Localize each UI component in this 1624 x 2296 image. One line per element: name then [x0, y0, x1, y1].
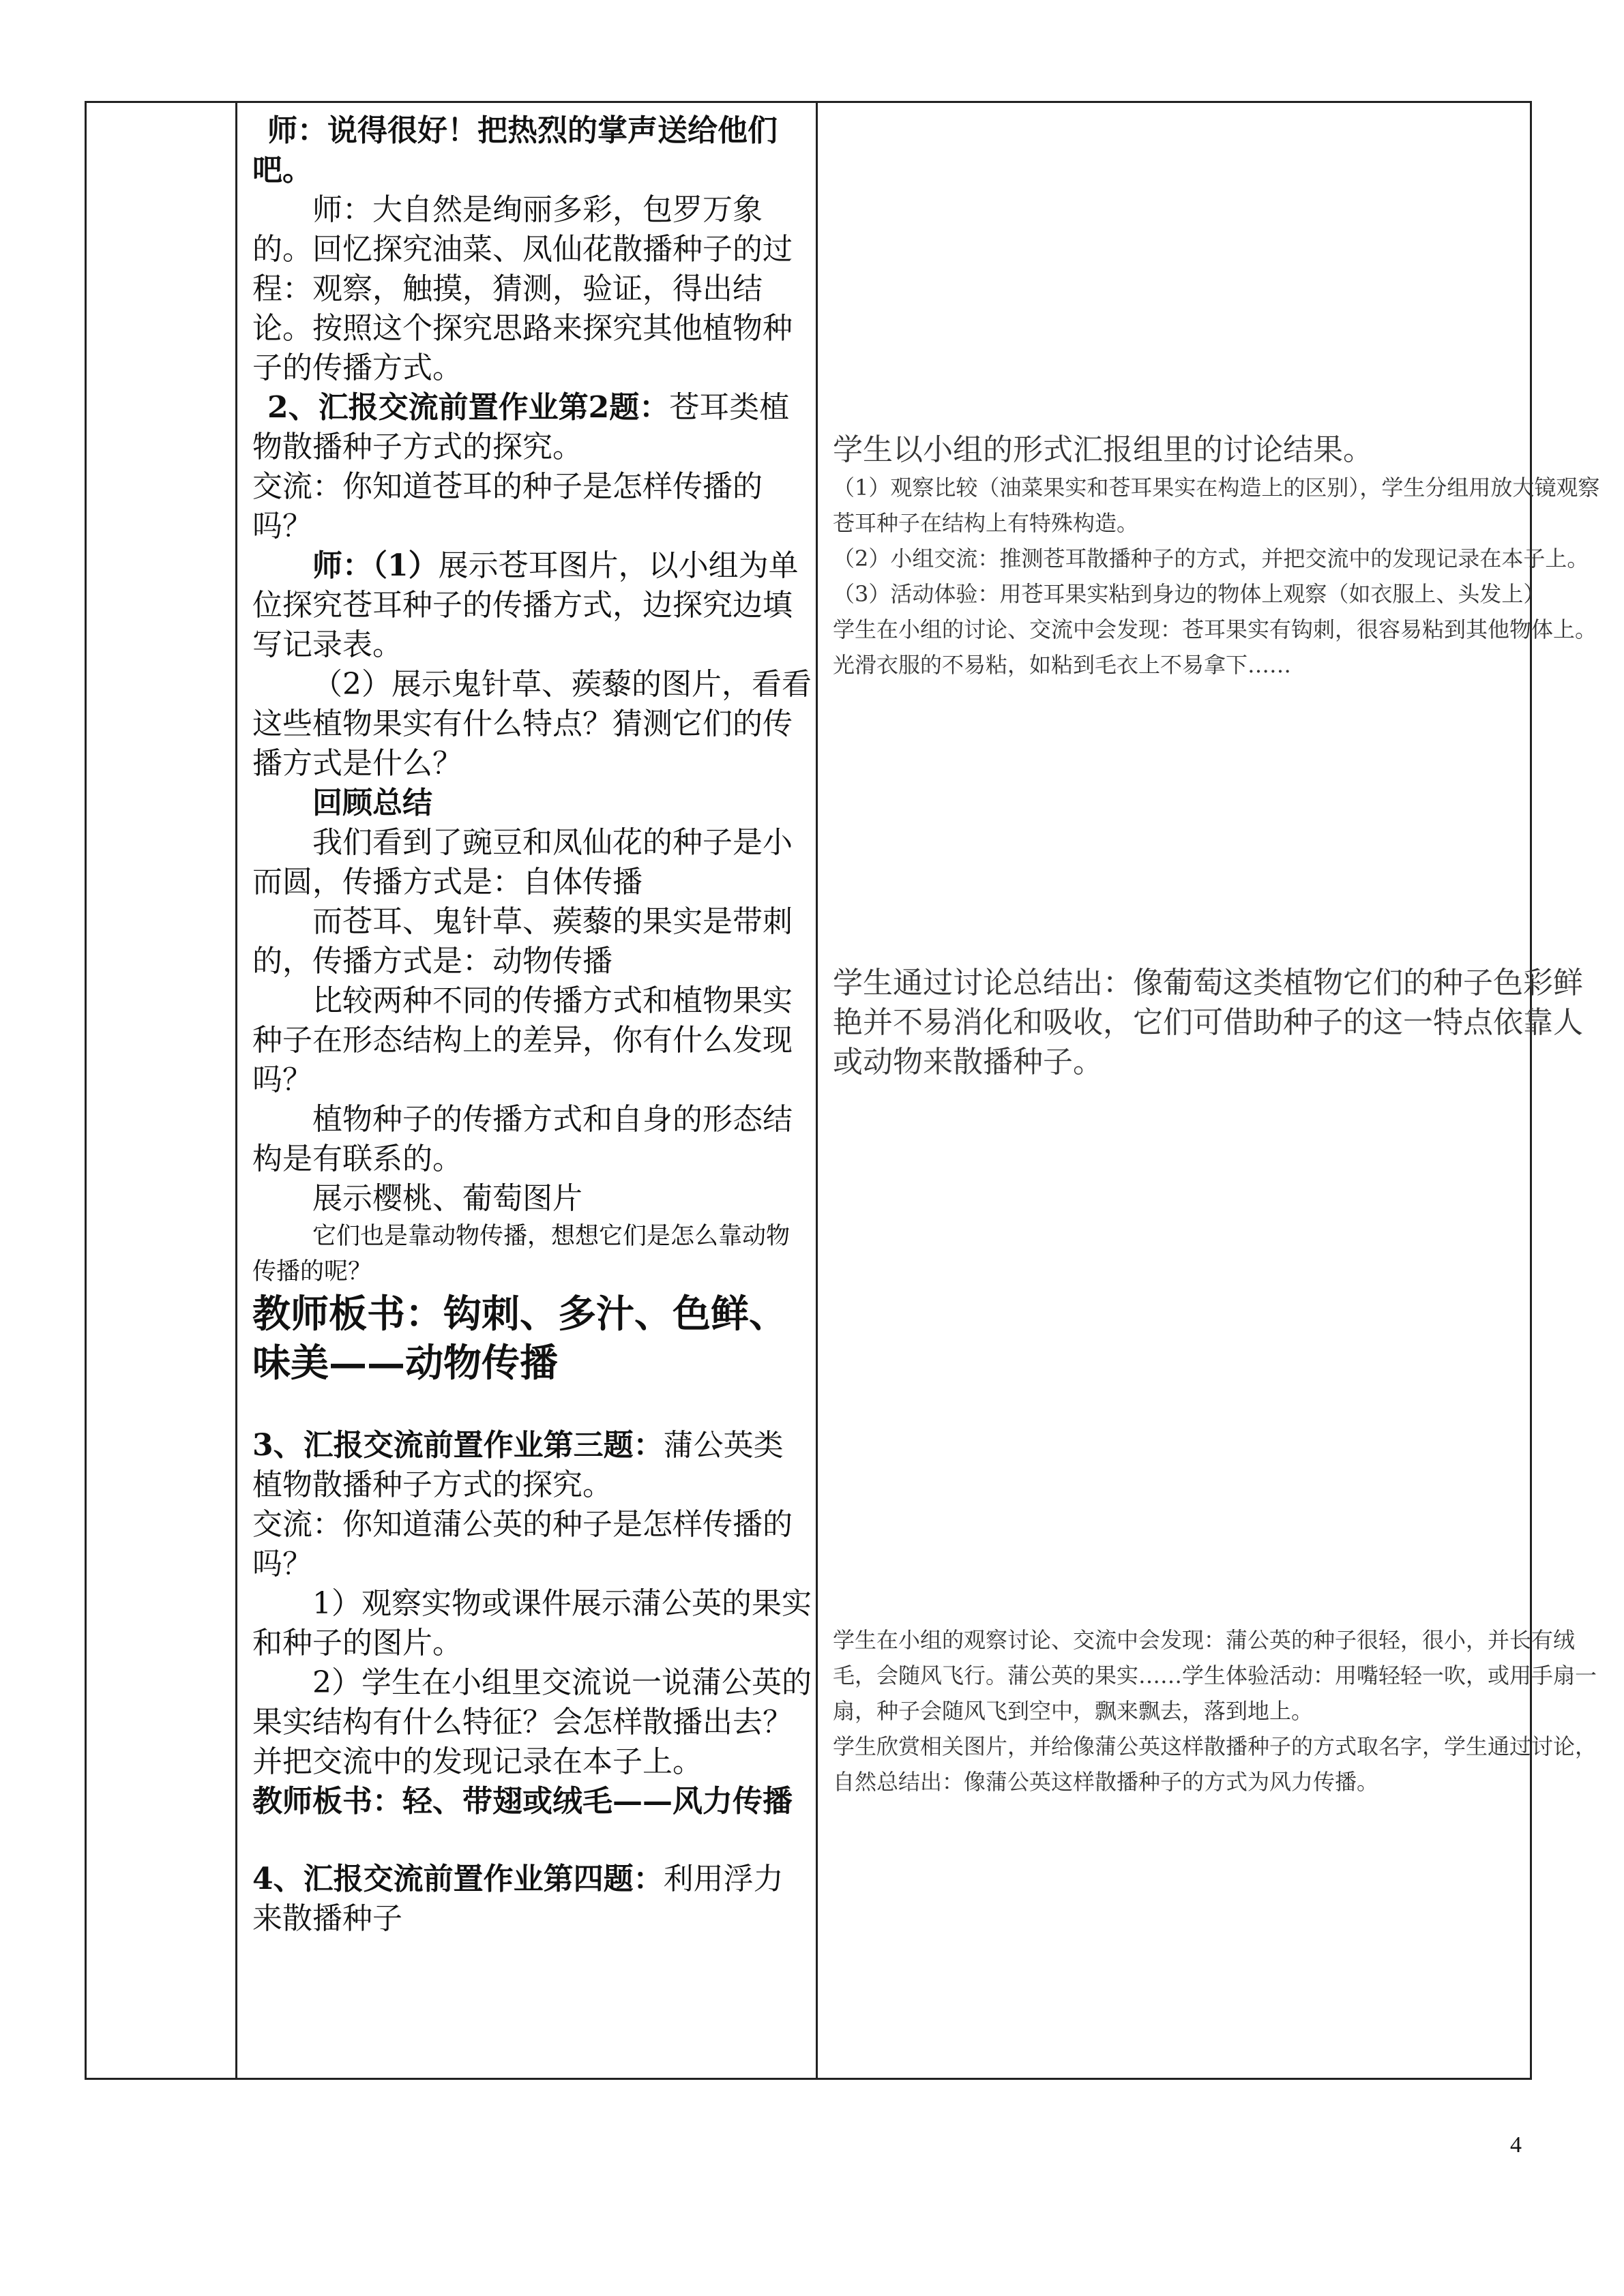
board-writing-animal: 教师板书：钩刺、多汁、色鲜、味美——动物传播 — [252, 1292, 787, 1386]
blank-column — [87, 103, 235, 2078]
review-summary-heading: 回顾总结 — [312, 786, 432, 820]
structure-conclusion: 植物种子的传播方式和自身的形态结构是有联系的。 — [252, 1102, 793, 1176]
dandelion-finding: 学生在小组的观察讨论、交流中会发现：蒲公英的种子很轻，很小，并长有绒毛，会随风飞行。蒲公英的果实……学生体验活动：用嘴轻轻一吹，或用手扇一扇，种子会随风飞到空中，飘来飘去，落到地上。 — [833, 1627, 1597, 1724]
board-writing-wind: 教师板书：轻、带翅或绒毛——风力传播 — [252, 1784, 793, 1819]
comparison-question: 比较两种不同的传播方式和植物果实种子在形态结构上的差异，你有什么发现吗？ — [252, 983, 793, 1097]
lesson-table — [85, 101, 1600, 2080]
student-activity-column — [818, 103, 1600, 2078]
student-experience: （3）活动体验：用苍耳果实粘到身边的物体上观察（如衣服上、头发上） — [833, 581, 1546, 607]
student-observe: （1）观察比较（油菜果实和苍耳果实在构造上的区别），学生分组用放大镜观察苍耳种子在结构上有特殊构造。 — [833, 475, 1600, 536]
cocklebur-task: 师：（1）展示苍耳图片，以小组为单位探究苍耳种子的传播方式，边探究边填写记录表。 — [252, 548, 799, 662]
homework-4-title: 4、汇报交流前置作业第四题：利用浮力来散播种子 — [252, 1862, 784, 1936]
homework-2-title: 2、汇报交流前置作业第2题：苍耳类植物散播种子方式的探究。 — [252, 390, 790, 464]
praise-line: 师：说得很好！把热烈的掌声送给他们吧。 — [252, 113, 778, 188]
show-pictures-line: 展示樱桃、葡萄图片 — [312, 1181, 582, 1216]
homework-3-title: 3、汇报交流前置作业第三题：蒲公英类植物散播种子方式的探究。 — [252, 1428, 784, 1502]
dandelion-step-2: 2）学生在小组里交流说一说蒲公英的果实结构有什么特征？会怎样散播出去？并把交流中的发现记录在本子上。 — [252, 1665, 812, 1779]
nature-review: 师：大自然是绚丽多彩，包罗万象的。回忆探究油菜、凤仙花散播种子的过程：观察，触摸，猜测，验证，得出结论。按照这个探究思路来探究其他植物种子的传播方式。 — [252, 192, 793, 385]
wind-conclusion: 学生欣赏相关图片，并给像蒲公英这样散播种子的方式取名字，学生通过讨论，自然总结出：像蒲公英这样散播种子的方式为风力传播。 — [833, 1733, 1597, 1795]
student-report-line: 学生以小组的形式汇报组里的讨论结果。 — [833, 432, 1373, 467]
student-finding: 学生在小组的讨论、交流中会发现：苍耳果实有钩刺，很容易粘到其他物体上。光滑衣服的不易粘，如粘到毛衣上不易拿下…… — [833, 616, 1597, 678]
cocklebur-question: 交流：你知道苍耳的种子是怎样传播的吗？ — [252, 469, 763, 543]
student-block-3 — [833, 1622, 1610, 1800]
bidens-task: （2）展示鬼针草、蒺藜的图片，看看这些植物果实有什么特点？猜测它们的传播方式是什么？ — [252, 667, 812, 781]
teacher-activity-column — [237, 103, 816, 2078]
student-discuss: （2）小组交流：推测苍耳散播种子的方式，并把交流中的发现记录在本子上。 — [833, 546, 1589, 571]
animal-dispersal-text: 而苍耳、鬼针草、蒺藜的果实是带刺的，传播方式是：动物传播 — [252, 904, 793, 979]
page-number: 4 — [1510, 2132, 1522, 2158]
grape-conclusion: 学生通过讨论总结出：像葡萄这类植物它们的种子色彩鲜艳并不易消化和吸收，它们可借助种子的这一特点依靠人或动物来散播种子。 — [833, 966, 1583, 1079]
student-block-2 — [833, 964, 1610, 1082]
dandelion-question: 交流：你知道蒲公英的种子是怎样传播的吗？ — [252, 1507, 793, 1581]
self-dispersal-text: 我们看到了豌豆和凤仙花的种子是小而圆，传播方式是：自体传播 — [252, 825, 793, 899]
student-block-1 — [833, 430, 1610, 683]
teacher-text — [252, 111, 812, 1939]
dandelion-step-1: 1）观察实物或课件展示蒲公英的果实和种子的图片。 — [252, 1586, 812, 1660]
cherry-grape-question: 它们也是靠动物传播，想想它们是怎么靠动物传播的呢？ — [252, 1223, 791, 1285]
